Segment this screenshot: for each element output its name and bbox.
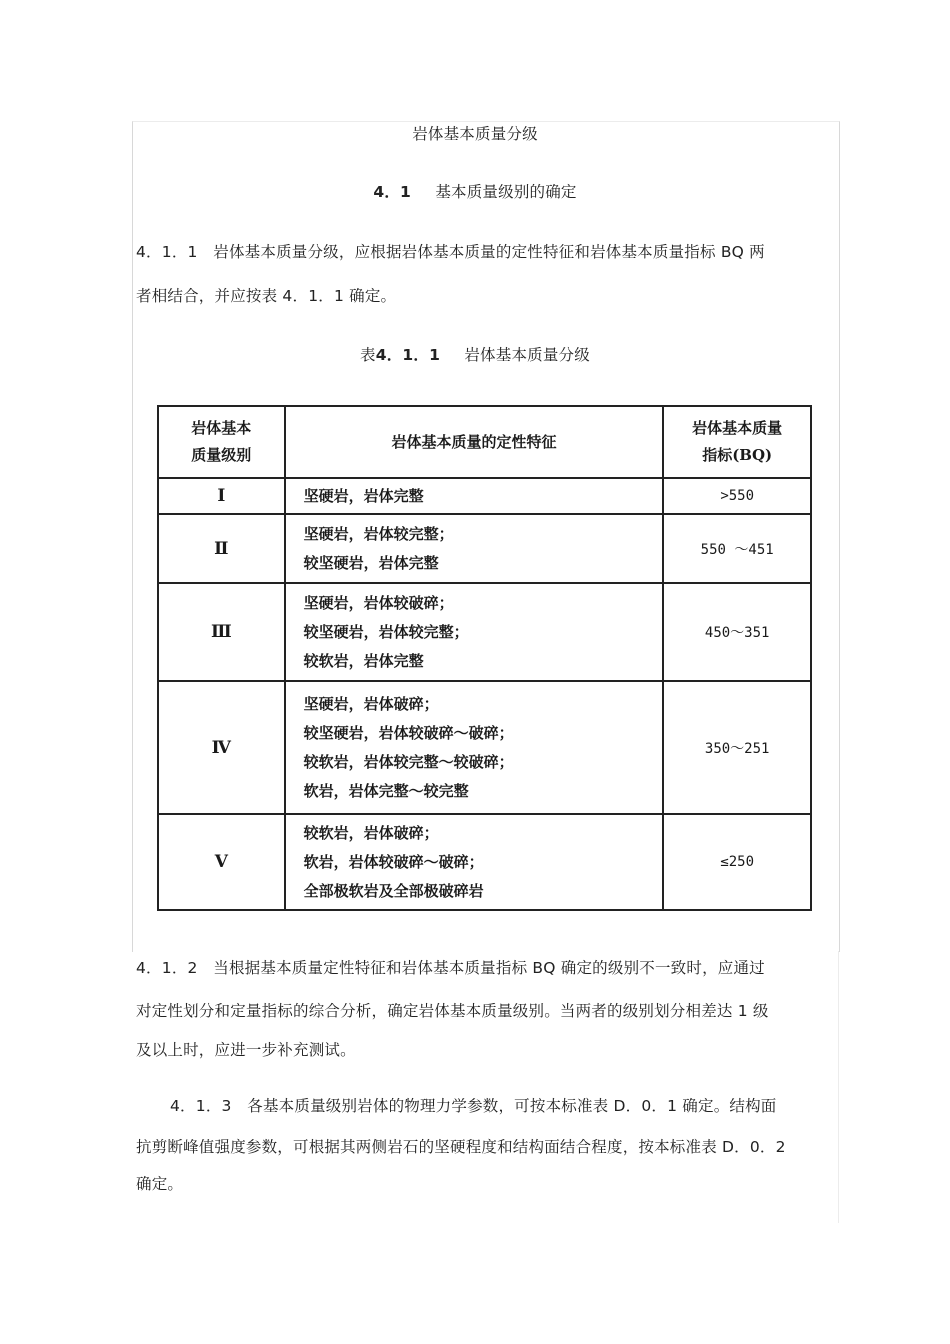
description-cell [285, 814, 664, 910]
description-line: 较软岩，岩体较完整～较破碎； [303, 752, 514, 771]
table-row [158, 814, 811, 910]
grade-cell: Ⅰ [158, 478, 285, 514]
header-grade-line2: 质量级别 [191, 446, 252, 464]
clause-4-1-3-line2: 抗剪断峰值强度参数，可根据其两侧岩石的坚硬程度和结构面结合程度，按本标准表 D．0．2 [136, 1138, 786, 1156]
table-row [158, 681, 811, 814]
clause-4-1-1-line2: 者相结合，并应按表 4．1．1 确定。 [136, 287, 397, 305]
description-line: 坚硬岩，岩体较完整； [303, 524, 454, 543]
header-bq-line1: 岩体基本质量 [692, 419, 783, 437]
description-line: 坚硬岩，岩体完整 [303, 486, 424, 505]
table-row [158, 478, 811, 514]
bq-cell: 350～251 [663, 681, 811, 814]
clause-4-1-1-line1: 4．1．1 岩体基本质量分级，应根据岩体基本质量的定性特征和岩体基本质量指标 BQ 两 [136, 243, 765, 261]
rock-quality-table [157, 405, 812, 911]
description-line: 较坚硬岩，岩体较破碎～破碎； [303, 723, 514, 742]
table-row [158, 514, 811, 583]
description-line: 坚硬岩，岩体较破碎； [303, 593, 454, 612]
description-line: 较软岩，岩体完整 [303, 651, 424, 670]
caption-title: 岩体基本质量分级 [464, 346, 590, 364]
clause-4-1-3-line3: 确定。 [136, 1175, 184, 1193]
bq-cell: >550 [663, 478, 811, 514]
description-line: 全部极软岩及全部极破碎岩 [303, 881, 484, 900]
description-cell [285, 681, 664, 814]
table-header-row [158, 406, 811, 478]
clause-4-1-2-line1: 4．1．2 当根据基本质量定性特征和岩体基本质量指标 BQ 确定的级别不一致时，应通过 [136, 959, 765, 977]
grade-cell: Ⅱ [158, 514, 285, 583]
header-bq-line2: 指标(BQ) [702, 446, 773, 464]
section-heading [0, 180, 950, 202]
section-title: 基本质量级别的确定 [435, 183, 577, 201]
clause-4-1-3-line1: 4．1．3 各基本质量级别岩体的物理力学参数，可按本标准表 D．0．1 确定。结构面 [170, 1097, 777, 1115]
grade-cell: Ⅴ [158, 814, 285, 910]
bq-cell: 450～351 [663, 583, 811, 681]
description-line: 软岩，岩体完整～较完整 [303, 781, 469, 800]
section-number: 4．1 [373, 183, 412, 201]
description-cell [285, 514, 664, 583]
table-row [158, 583, 811, 681]
caption-prefix: 表 [360, 346, 376, 364]
frame-right-edge [838, 951, 839, 1223]
description-cell [285, 478, 664, 514]
grade-cell: Ⅳ [158, 681, 285, 814]
grade-cell: Ⅲ [158, 583, 285, 681]
description-line: 软岩，岩体较破碎～破碎； [303, 852, 484, 871]
description-cell [285, 583, 664, 681]
clause-4-1-2-line3: 及以上时，应进一步补充测试。 [136, 1041, 356, 1059]
header-bq [663, 406, 811, 478]
header-description: 岩体基本质量的定性特征 [285, 406, 664, 478]
clause-4-1-2-line2: 对定性划分和定量指标的综合分析，确定岩体基本质量级别。当两者的级别划分相差达 1 级 [136, 1002, 769, 1020]
header-grade-line1: 岩体基本 [191, 419, 252, 437]
header-grade [158, 406, 285, 478]
table-caption [0, 343, 950, 365]
caption-number: 4．1．1 [375, 346, 441, 364]
bq-cell: ≤250 [663, 814, 811, 910]
description-line: 较坚硬岩，岩体完整 [303, 553, 439, 572]
document-title: 岩体基本质量分级 [412, 125, 538, 143]
bq-cell: 550 ～451 [663, 514, 811, 583]
description-line: 较坚硬岩，岩体较完整； [303, 622, 469, 641]
description-line: 较软岩，岩体破碎； [303, 823, 439, 842]
description-line: 坚硬岩，岩体破碎； [303, 694, 439, 713]
